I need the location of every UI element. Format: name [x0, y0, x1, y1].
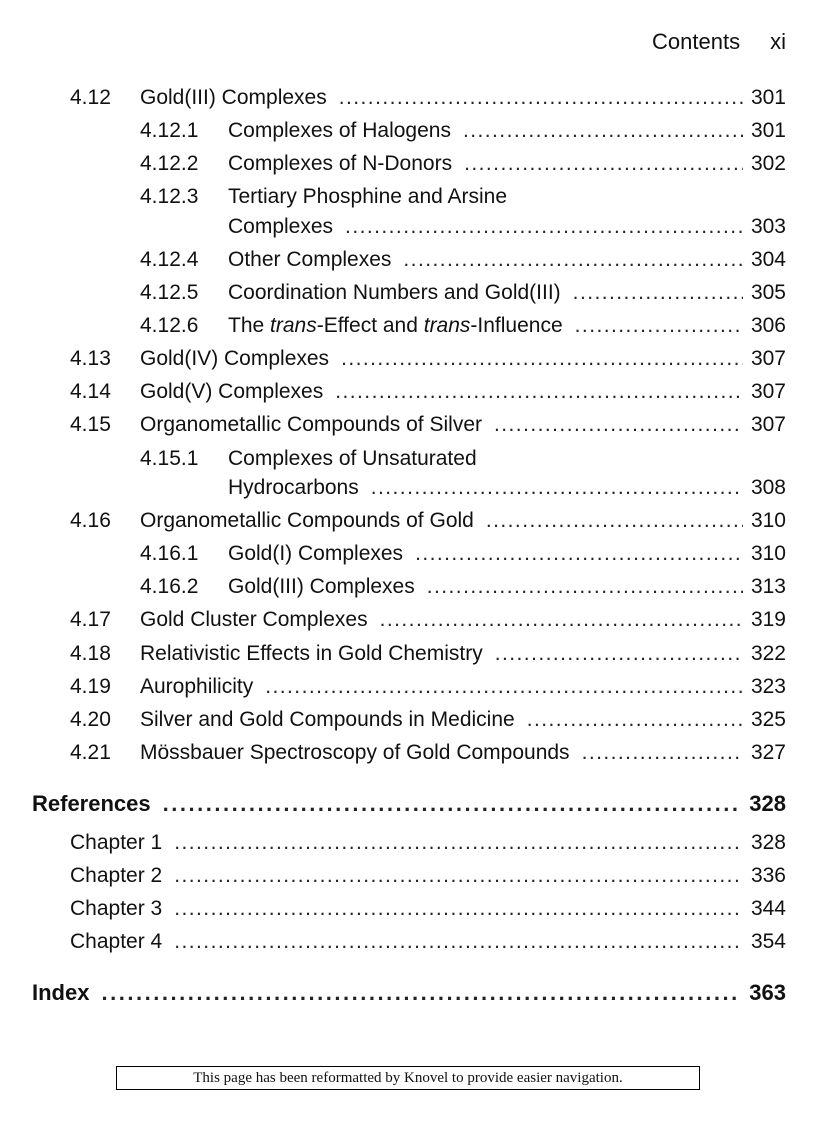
section-title: Mössbauer Spectroscopy of Gold Compounds — [140, 741, 570, 764]
toc-entry-4-17[interactable] — [70, 606, 786, 634]
dot-leader — [345, 213, 743, 241]
dot-leader — [415, 540, 743, 568]
dot-leader — [163, 790, 742, 818]
dot-leader — [174, 928, 743, 956]
dot-leader — [174, 829, 743, 857]
page-number: 313 — [750, 575, 786, 598]
section-number: 4.17 — [70, 608, 111, 631]
section-number: 4.16 — [70, 509, 111, 532]
toc-entry-index[interactable] — [32, 979, 786, 1007]
dot-leader — [174, 862, 743, 890]
page-number: 325 — [750, 708, 786, 731]
toc-entry-chapter-2[interactable] — [70, 862, 786, 890]
section-title: Gold(V) Complexes — [140, 380, 324, 403]
dot-leader — [101, 979, 741, 1007]
toc-entry-4-13[interactable] — [70, 345, 786, 373]
page-number: 336 — [750, 864, 786, 887]
chapter-title: Chapter 2 — [70, 864, 163, 887]
running-head-label: Contents — [652, 29, 741, 54]
dot-leader — [339, 84, 743, 112]
page-number: 305 — [750, 281, 786, 304]
section-number: 4.19 — [70, 675, 111, 698]
title-part: -Influence — [470, 314, 563, 337]
dot-leader — [403, 246, 743, 274]
toc-entry-chapter-3[interactable] — [70, 895, 786, 923]
section-number: 4.15 — [70, 413, 111, 436]
title-part: -Effect and — [316, 314, 424, 337]
section-number: 4.12 — [70, 86, 111, 109]
section-title: Index — [32, 980, 90, 1005]
page-number: 319 — [750, 608, 786, 631]
dot-leader — [494, 411, 743, 439]
section-title: Gold(III) Complexes — [140, 86, 327, 109]
page-number: 304 — [750, 248, 786, 271]
page-number: 302 — [750, 152, 786, 175]
page-number: 310 — [750, 542, 786, 565]
page-number: 344 — [750, 897, 786, 920]
section-title: Coordination Numbers and Gold(III) — [228, 281, 561, 304]
toc-entry-4-12-6[interactable] — [140, 312, 786, 340]
page-number: 301 — [750, 119, 786, 142]
toc-entry-4-18[interactable] — [70, 640, 786, 668]
page-number: 307 — [750, 413, 786, 436]
dot-leader — [265, 673, 743, 701]
toc-entry-4-20[interactable] — [70, 706, 786, 734]
page-number: 322 — [750, 642, 786, 665]
page-number: 310 — [750, 509, 786, 532]
section-number: 4.20 — [70, 708, 111, 731]
dot-leader — [380, 606, 743, 634]
dot-leader — [341, 345, 743, 373]
toc-entry-references[interactable] — [32, 790, 786, 818]
dot-leader — [573, 279, 743, 307]
toc-entry-4-15-1[interactable] — [228, 474, 786, 502]
section-title: Organometallic Compounds of Silver — [140, 413, 482, 436]
toc-entry-4-12-4[interactable] — [140, 246, 786, 274]
toc-entry-4-12-3-first-line[interactable] — [140, 183, 507, 211]
page-number: 307 — [750, 347, 786, 370]
section-number: 4.12.4 — [140, 248, 199, 271]
page-number: 307 — [750, 380, 786, 403]
page-number: 363 — [749, 980, 786, 1005]
page-number: 328 — [749, 791, 786, 816]
section-number: 4.12.1 — [140, 119, 199, 142]
section-title: Relativistic Effects in Gold Chemistry — [140, 642, 483, 665]
section-number: 4.16.1 — [140, 542, 199, 565]
page-number: 303 — [750, 215, 786, 238]
section-title: References — [32, 791, 151, 816]
toc-entry-4-12[interactable] — [70, 84, 786, 112]
section-title: Gold Cluster Complexes — [140, 608, 368, 631]
toc-entry-4-21[interactable] — [70, 739, 786, 767]
section-number: 4.15.1 — [140, 447, 199, 470]
chapter-title: Chapter 1 — [70, 831, 163, 854]
section-title: Aurophilicity — [140, 675, 254, 698]
section-title: Other Complexes — [228, 248, 392, 271]
toc-entry-4-12-1[interactable] — [140, 117, 786, 145]
dot-leader — [575, 312, 743, 340]
section-title: Gold(I) Complexes — [228, 542, 404, 565]
dot-leader — [464, 150, 743, 178]
section-number: 4.12.5 — [140, 281, 199, 304]
dot-leader — [335, 378, 743, 406]
page-folio: xi — [770, 29, 786, 54]
section-title-line2: Complexes — [228, 215, 334, 238]
toc-entry-chapter-4[interactable] — [70, 928, 786, 956]
knovel-footer-note: This page has been reformatted by Knovel to provide easier navigation. — [116, 1066, 700, 1090]
page-number: 354 — [750, 930, 786, 953]
dot-leader — [371, 474, 743, 502]
section-number: 4.13 — [70, 347, 111, 370]
section-title: Gold(III) Complexes — [228, 575, 415, 598]
toc-entry-4-12-3[interactable] — [228, 213, 786, 241]
dot-leader — [427, 573, 743, 601]
dot-leader — [495, 640, 743, 668]
dot-leader — [174, 895, 743, 923]
section-number: 4.12.2 — [140, 152, 199, 175]
toc-entry-4-16[interactable] — [70, 507, 786, 535]
section-number: 4.12.6 — [140, 314, 199, 337]
title-italic: trans — [423, 314, 471, 337]
dot-leader — [582, 739, 743, 767]
running-head — [652, 28, 786, 56]
dot-leader — [527, 706, 743, 734]
page-number: 323 — [750, 675, 786, 698]
toc-entry-chapter-1[interactable] — [70, 829, 786, 857]
toc-entry-4-15-1-first-line[interactable] — [140, 445, 477, 473]
section-number: 4.21 — [70, 741, 111, 764]
section-number: 4.14 — [70, 380, 111, 403]
chapter-title: Chapter 3 — [70, 897, 163, 920]
section-number: 4.18 — [70, 642, 111, 665]
toc-entry-4-16-1[interactable] — [140, 540, 786, 568]
dot-leader — [463, 117, 743, 145]
page-number: 327 — [750, 741, 786, 764]
section-title: Complexes of Halogens — [228, 119, 451, 142]
section-title: Complexes of N-Donors — [228, 152, 453, 175]
section-title: Silver and Gold Compounds in Medicine — [140, 708, 515, 731]
page-number: 306 — [750, 314, 786, 337]
section-number: 4.12.3 — [140, 185, 199, 208]
toc-entry-4-14[interactable] — [70, 378, 786, 406]
dot-leader — [486, 507, 743, 535]
section-title: Gold(IV) Complexes — [140, 347, 330, 370]
title-italic: trans — [270, 314, 317, 337]
section-number: 4.16.2 — [140, 575, 199, 598]
toc-entry-4-12-2[interactable] — [140, 150, 786, 178]
page-number: 308 — [750, 476, 786, 499]
page-number: 301 — [750, 86, 786, 109]
section-title — [228, 312, 563, 340]
title-part: The — [228, 314, 271, 337]
section-title: Organometallic Compounds of Gold — [140, 509, 474, 532]
section-title-line2: Hydrocarbons — [228, 476, 359, 499]
toc-entry-4-12-5[interactable] — [140, 279, 786, 307]
section-title-line1: Complexes of Unsaturated — [228, 447, 477, 470]
toc-entry-4-15[interactable] — [70, 411, 786, 439]
chapter-title: Chapter 4 — [70, 930, 163, 953]
toc-entry-4-19[interactable] — [70, 673, 786, 701]
page-number: 328 — [750, 831, 786, 854]
section-title-line1: Tertiary Phosphine and Arsine — [228, 185, 507, 208]
toc-entry-4-16-2[interactable] — [140, 573, 786, 601]
